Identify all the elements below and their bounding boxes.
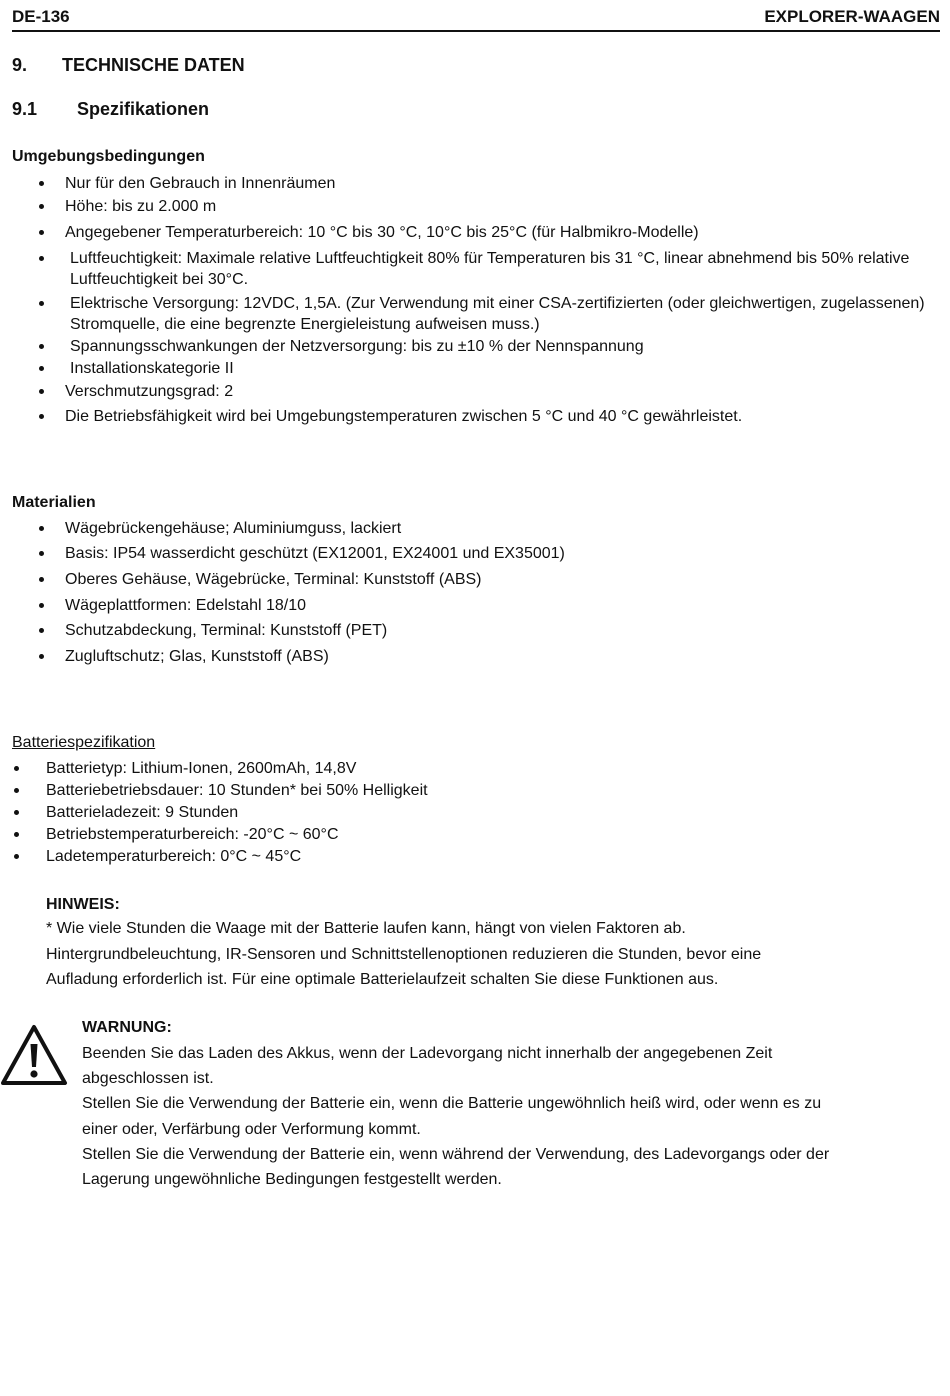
note-line: Hintergrundbeleuchtung, IR-Sensoren und Schnittstellenoptionen reduzieren die Stunden, bevor eine <box>46 945 762 963</box>
bullet-icon <box>39 654 44 659</box>
note-line: Aufladung erforderlich ist. Für eine optimale Batterielaufzeit schalten Sie diese Funktionen aus. <box>46 971 719 988</box>
bullet-icon <box>14 788 19 793</box>
bullet-icon <box>39 628 44 633</box>
bullet-icon <box>39 414 44 419</box>
warning-line: Lagerung ungewöhnliche Bedingungen festgestellt werden. <box>82 1171 502 1189</box>
list-item: Batteriebetriebsdauer: 10 Stunden* bei 50% Helligkeit <box>12 780 932 801</box>
warning-line: abgeschlossen ist. <box>82 1070 214 1088</box>
bullet-icon <box>39 526 44 531</box>
subsection-title: Spezifikationen <box>77 99 210 119</box>
list-item: Schutzabdeckung, Terminal: Kunststoff (PET) <box>12 620 932 641</box>
list-item: Wägeplattformen: Edelstahl 18/10 <box>12 595 932 616</box>
list-item: Zugluftschutz; Glas, Kunststoff (ABS) <box>12 646 932 667</box>
bullet-icon <box>14 766 19 771</box>
bullet-icon <box>39 603 44 608</box>
bullet-icon <box>39 301 44 306</box>
list-item: Verschmutzungsgrad: 2 <box>12 381 932 402</box>
list-item: Die Betriebsfähigkeit wird bei Umgebungstemperaturen zwischen 5 °C und 40 °C gewährleistet. <box>12 406 932 427</box>
materials-list <box>12 518 932 667</box>
bullet-icon <box>39 204 44 209</box>
list-item: Basis: IP54 wasserdicht geschützt (EX12001, EX24001 und EX35001) <box>12 543 932 564</box>
section-heading <box>12 53 245 77</box>
warning-triangle-icon <box>0 1024 68 1086</box>
list-item: Elektrische Versorgung: 12VDC, 1,5A. (Zur Verwendung mit einer CSA-zertifizierten (oder gleichwertigen, zugelassenen) Stromquelle, die eine begrenzte Energieleistung aufweisen muss.) <box>12 293 932 335</box>
list-item: Batterieladezeit: 9 Stunden <box>12 802 932 823</box>
battery-title: Batteriespezifikation <box>12 734 156 751</box>
list-item: Installationskategorie II <box>12 358 932 379</box>
bullet-icon <box>14 854 19 859</box>
bullet-icon <box>14 832 19 837</box>
note-body <box>46 916 926 993</box>
list-item: Nur für den Gebrauch in Innenräumen <box>12 173 932 194</box>
list-item: Höhe: bis zu 2.000 m <box>12 196 932 217</box>
list-item: Wägebrückengehäuse; Aluminiumguss, lackiert <box>12 518 932 539</box>
bullet-icon <box>39 181 44 186</box>
battery-list <box>12 758 932 867</box>
list-item: Angegebener Temperaturbereich: 10 °C bis 30 °C, 10°C bis 25°C (für Halbmikro-Modelle) <box>12 222 932 243</box>
list-item: Betriebstemperaturbereich: -20°C ~ 60°C <box>12 824 932 845</box>
warning-line: Stellen Sie die Verwendung der Batterie ein, wenn die Batterie ungewöhnlich heiß wird, oder wenn es zu <box>82 1095 822 1113</box>
page-header <box>12 6 940 32</box>
list-item: Spannungsschwankungen der Netzversorgung: bis zu ±10 % der Nennspannung <box>12 336 932 357</box>
bullet-icon <box>14 810 19 815</box>
warning-line: Stellen Sie die Verwendung der Batterie ein, wenn während der Verwendung, des Ladevorgangs oder der <box>82 1145 830 1163</box>
list-item: Ladetemperaturbereich: 0°C ~ 45°C <box>12 846 932 867</box>
list-item: Luftfeuchtigkeit: Maximale relative Luftfeuchtigkeit 80% für Temperaturen bis 31 °C, linear abnehmend bis 50% relative Luftfeuchtigkeit bei 30°C. <box>12 248 932 290</box>
list-item: Batterietyp: Lithium-Ionen, 2600mAh, 14,8V <box>12 758 932 779</box>
bullet-icon <box>39 577 44 582</box>
list-item: Oberes Gehäuse, Wägebrücke, Terminal: Kunststoff (ABS) <box>12 569 932 590</box>
page-number: DE-136 <box>12 7 70 26</box>
section-number: 9. <box>12 55 28 75</box>
subsection-heading <box>12 97 209 121</box>
warning-line: Beenden Sie das Laden des Akkus, wenn der Ladevorgang nicht innerhalb der angegebenen Zeit <box>82 1045 773 1062</box>
subsection-number: 9.1 <box>12 99 38 119</box>
section-title: TECHNISCHE DATEN <box>62 55 245 75</box>
warning-title: WARNUNG: <box>82 1019 172 1036</box>
bullet-icon <box>39 344 44 349</box>
note-title: HINWEIS: <box>46 896 120 913</box>
materials-title: Materialien <box>12 494 96 511</box>
bullet-icon <box>39 551 44 556</box>
note-line: * Wie viele Stunden die Waage mit der Batterie laufen kann, hängt von vielen Faktoren ab. <box>46 920 686 937</box>
environment-list <box>12 173 932 427</box>
bullet-icon <box>39 230 44 235</box>
document-title: EXPLORER-WAAGEN <box>764 7 940 26</box>
environment-title: Umgebungsbedingungen <box>12 148 205 165</box>
warning-body <box>82 1041 938 1192</box>
bullet-icon <box>39 366 44 371</box>
warning-line: einer oder, Verfärbung oder Verformung kommt. <box>82 1120 421 1138</box>
bullet-icon <box>39 256 44 261</box>
bullet-icon <box>39 389 44 394</box>
